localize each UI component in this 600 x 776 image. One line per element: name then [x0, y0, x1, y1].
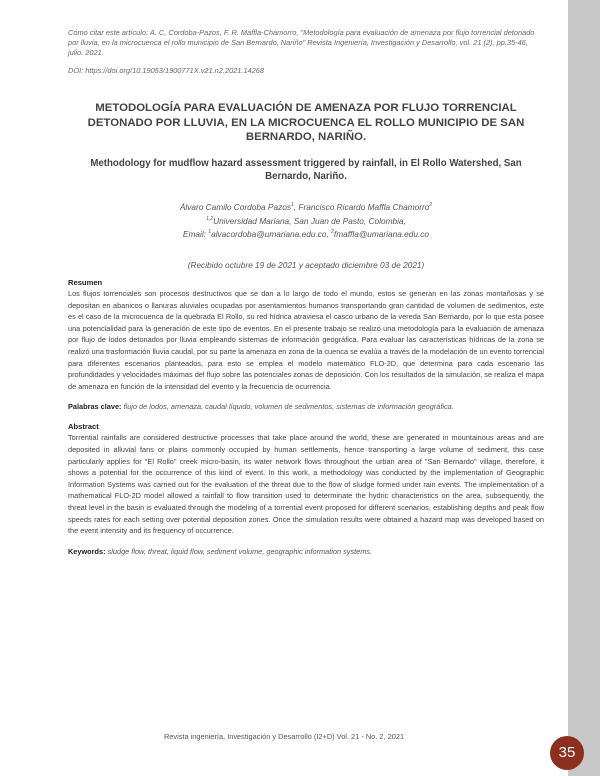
author-block: [68, 199, 544, 240]
affiliation-line: [68, 213, 544, 227]
email-1[interactable]: alvacordoba@umariana.edu.co: [211, 229, 327, 240]
affiliation: Universidad Mariana, San Juan de Pasto, Colombia,: [213, 215, 406, 226]
author-sup-2: 2: [429, 201, 433, 208]
resumen-text: Los flujos torrenciales son procesos destructivos que se dan a lo largo de todo el mundo, estos se generan en las zonas montañosas y se depositan en abanicos o llanuras aluviales ocupadas por asentamientos humanos transportando gran cantidad de volumen de sedimentos, este es el caso de la microcuenca de la quebrada El Rollo, su red hídrica atraviesa el casco urbano de la vereda San Bernardo, por lo que esta posee una potencialidad para la generación de este tipo de eventos. En el presente trabajo se realizó una metodología para la evaluación de amenaza por flujo de lodos detonados por lluvia empleando sistemas de información geográfica. Para evaluar las características hídricas de la zona se realizó una trasformación lluvia caudal, por su parte la amenaza en zona de la cuenca se evalúa a través de la modelación de un evento torrencial para diferentes escenarios planteados, para esto se emplea el modelo matemático FLO-2D, que determina para cada escenario las profundidades y velocidades máximas del flujo sobre las potenciales zonas de deposición. Con los resultados de la simulación, se realiza el mapa de amenaza en función de la intensidad del evento y la frecuencia de ocurrencia.: [68, 289, 544, 391]
email-line: Email: $^1$alvacordoba@umariana.edu.co, $^2$fmaffla@umariana.edu.co: [182, 229, 430, 240]
email-sup-2: 2: [331, 229, 334, 236]
received-dates: (Recibido octubre 19 de 2021 y aceptado diciembre 03 de 2021): [187, 260, 425, 271]
page-edge-bar: [568, 0, 600, 776]
email-sup-1: 1: [208, 229, 212, 236]
abstract-text: Torrential rainfalls are considered destructive processes that take place around the world, these are generated in mountainous areas and are deposited in alluvial fans or plains commonly occupied by human settlements, hence transporting a large volume of sediment, this case particularly applies for "El Rollo" creek micro-basin, its water network flows throughout the urban area of "San Bernardo" village, therefore, it shows a potential for the occurrence of this kind of event. In this work, a methodology was conducted by the implementation of Geographic Information Systems was carried out for the evaluation of the threat due to the flow of sludge formed under rain events. The implementation of a mathematical FLO-2D model allowed a rainfall to flow transition used to determinate the hydric characteristics on the area, subsequently, the threat level in the basin is evaluated through the modeling of a torrential event proposed for different scenarios, establishing depths and peak flow speeds rates for each setting over potential deposition zones. Once the simulation results were obtained a hazard map was developed based on the event intensity and its frequency of occurrence.: [68, 433, 544, 536]
article-first-page: [68, 28, 544, 557]
author-name-1: Álvaro Camilo Cordoba Pazos: [179, 201, 291, 212]
resumen-heading: Resumen: [68, 278, 103, 288]
palabras-clave: [68, 401, 544, 412]
page-number-badge: 35: [550, 736, 584, 770]
title-spanish: METODOLOGÍA PARA EVALUACIÓN DE AMENAZA POR FLUJO TORRENCIAL DETONADO POR LLUVIA, EN LA MICROCUENCA EL ROLLO MUNICIPIO DE SAN BERNARDO, NARIÑO.: [87, 102, 525, 144]
author-sup-1: 1: [291, 201, 294, 208]
journal-footer: Revista ingeniería, Investigación y Desarrollo (I2+D) Vol. 21 - No. 2, 2021: [163, 732, 405, 741]
affiliation-sup: 1,2: [206, 215, 214, 222]
palabras-clave-text: flujo de lodos, amenaza, caudal líquido, volumen de sedimentos, sistemas de información geográfica.: [123, 402, 454, 412]
author-name-2: Francisco Ricardo Maffla Chamorro: [298, 201, 430, 212]
keywords-label: Keywords:: [68, 546, 106, 556]
doi-line[interactable]: DOI: https://doi.org/10.19053/1900771X.v21.n2.2021.14268: [68, 66, 265, 75]
email-2[interactable]: fmaffla@umariana.edu.co: [333, 229, 430, 240]
title-english: Methodology for mudflow hazard assessment triggered by rainfall, in El Rollo Watershed, San Bernardo, Nariño.: [90, 157, 522, 182]
author-line: Álvaro Camilo Cordoba Pazos$^1$, Francisco Ricardo Maffla Chamorro$^2$: [179, 201, 433, 212]
abstract-heading: Abstract: [68, 422, 99, 432]
email-label: Email:: [182, 229, 206, 240]
citation-note: Cómo citar este artículo: A. C, Cordoba-Pazos, F. R. Maffla-Chamorro, "Metodología para evaluación de amenaza por flujo torrencial detonado por lluvia, en la microcuenca el rollo municipio de San Bernardo, Nariño" Revista Ingeniería, Investigación y Desarrollo, vol. 21 (2), pp.35-46, julio. 2021.: [68, 28, 535, 57]
keywords-text: sludge flow, threat, liquid flow, sediment volume, geographic information systems.: [107, 546, 373, 556]
keywords: [68, 546, 544, 557]
palabras-clave-label: Palabras clave:: [68, 402, 122, 412]
